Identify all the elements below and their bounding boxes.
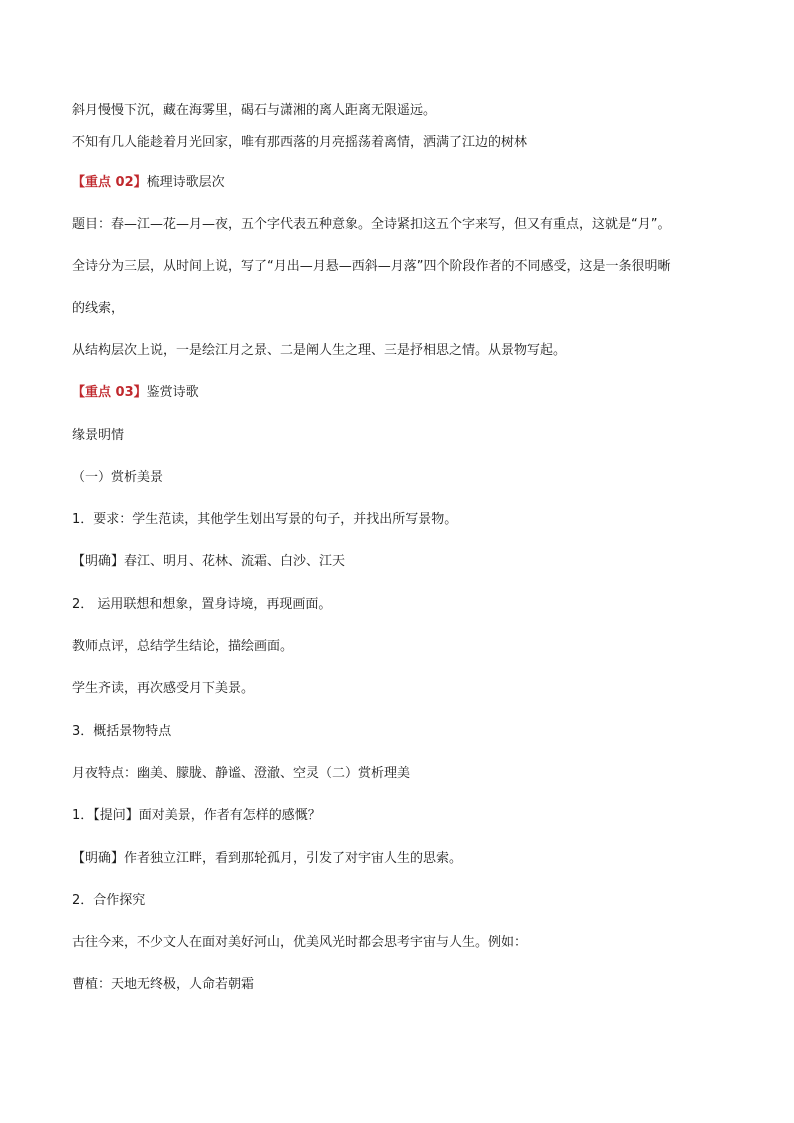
paragraph: 1．要求：学生范读，其他学生划出写景的句子，并找出所写景物。 [72,512,458,527]
paragraph: 3．概括景物特点 [72,724,172,739]
section-title: 鉴赏诗歌 [146,385,199,400]
paragraph: 学生齐读，再次感受月下美景。 [72,681,255,696]
section-tag: 【重点 03】 [72,385,147,400]
paragraph: 的线索， [72,301,125,316]
paragraph: 全诗分为三层，从时间上说，写了“月出—月悬—西斜—月落”四个阶段作者的不同感受，这是一条很明晰 [72,259,671,274]
paragraph: （一）赏析美景 [72,470,164,485]
paragraph: 月夜特点：幽美、朦胧、静谧、澄澈、空灵（二）赏析理美 [72,766,411,781]
paragraph: 2．合作探究 [72,893,146,908]
text-line: 斜月慢慢下沉，藏在海雾里，碣石与潇湘的离人距离无限遥远。 [72,103,437,118]
paragraph: 【明确】作者独立江畔，看到那轮孤月，引发了对宇宙人生的思索。 [72,851,463,866]
paragraph: 从结构层次上说，一是绘江月之景、二是阐人生之理、三是抒相思之情。从景物写起。 [72,343,567,358]
paragraph: 曹植：天地无终极，人命若朝霜 [72,977,255,992]
section-title: 梳理诗歌层次 [146,175,225,190]
paragraph: 2． 运用联想和想象，置身诗境，再现画面。 [72,597,332,612]
paragraph: 【明确】春江、明月、花林、流霜、白沙、江天 [72,554,346,569]
paragraph: 1．【提问】面对美景，作者有怎样的感慨？ [72,808,321,823]
text-line: 不知有几人能趁着月光回家，唯有那西落的月亮摇荡着离情，洒满了江边的树林 [72,135,528,150]
paragraph: 缘景明情 [72,428,125,443]
paragraph: 古往今来，不少文人在面对美好河山，优美风光时都会思考宇宙与人生。例如： [72,935,528,950]
section-heading [72,384,752,402]
section-heading [72,174,752,192]
paragraph: 题目：春—江—花—月—夜，五个字代表五种意象。全诗紧扣这五个字来写，但又有重点，这就是“月”。 [72,217,671,232]
paragraph: 教师点评，总结学生结论，描绘画面。 [72,639,294,654]
section-tag: 【重点 02】 [72,175,147,190]
